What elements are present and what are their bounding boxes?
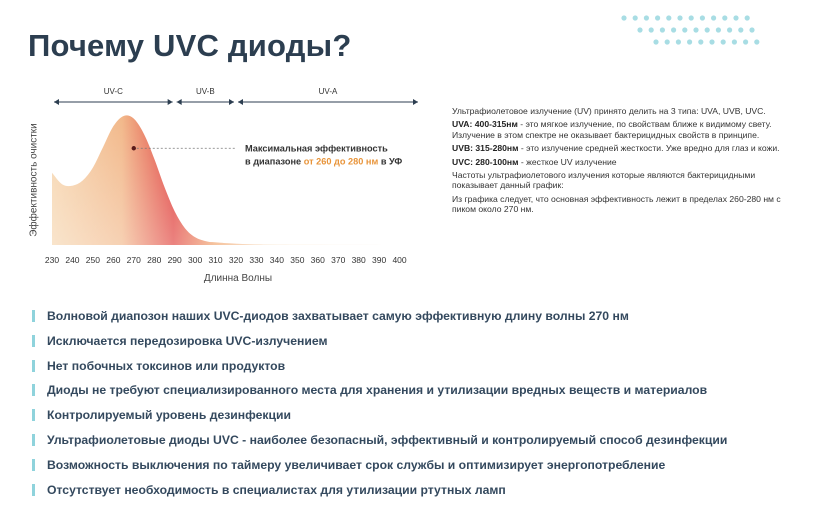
benefit-item: Волновой диапозон наших UVC-диодов захватывает самую эффективную длину волны 270 нм bbox=[32, 306, 727, 331]
dot bbox=[749, 27, 754, 32]
dot bbox=[743, 39, 748, 44]
x-tick-label: 260 bbox=[106, 255, 121, 265]
uva-paragraph bbox=[452, 119, 802, 140]
intro-text: Ультрафиолетовое излучение (UV) принято делить на 3 типа: UVA, UVB, UVC. bbox=[452, 106, 766, 116]
dot bbox=[671, 27, 676, 32]
uvb-paragraph bbox=[452, 143, 802, 153]
bullet-bar bbox=[32, 484, 35, 496]
x-tick-label: 270 bbox=[126, 255, 141, 265]
dot bbox=[727, 27, 732, 32]
uvc-paragraph bbox=[452, 157, 802, 167]
wavelength-chart bbox=[30, 80, 430, 292]
band-uv-a bbox=[238, 87, 418, 105]
uva-text: - это мягкое излучение, по свойствам ближе к видимому свету. Излучение в этом спектре не оказывает бактерицидных свойств в принципе. bbox=[452, 119, 772, 140]
x-tick-label: 300 bbox=[188, 255, 203, 265]
x-tick-label: 360 bbox=[310, 255, 325, 265]
bullet-bar bbox=[32, 384, 35, 396]
dot bbox=[745, 15, 750, 20]
dot bbox=[705, 27, 710, 32]
dot bbox=[682, 27, 687, 32]
dot bbox=[693, 27, 698, 32]
benefit-item: Контролируемый уровень дезинфекции bbox=[32, 405, 727, 430]
x-tick-label: 380 bbox=[351, 255, 366, 265]
dot bbox=[689, 15, 694, 20]
dot bbox=[716, 27, 721, 32]
dot bbox=[666, 15, 671, 20]
uva-label: UVA: 400-315нм bbox=[452, 119, 518, 130]
bullet-bar bbox=[32, 409, 35, 421]
band-label: UV-B bbox=[195, 87, 215, 96]
bullet-bar bbox=[32, 335, 35, 347]
band-label: UV-A bbox=[318, 87, 338, 96]
dot bbox=[754, 39, 759, 44]
y-axis-label-wrap bbox=[26, 120, 42, 240]
bullet-bar bbox=[32, 434, 35, 446]
annotation-line2: в диапазоне от 260 до 280 нм в УФ bbox=[245, 156, 403, 167]
dot bbox=[733, 15, 738, 20]
x-tick-label: 280 bbox=[147, 255, 162, 265]
uvc-text: - жесткое UV излучение bbox=[518, 156, 617, 167]
dot bbox=[676, 39, 681, 44]
dot bbox=[644, 15, 649, 20]
x-tick-label: 240 bbox=[65, 255, 80, 265]
x-tick-label: 310 bbox=[208, 255, 223, 265]
dot bbox=[637, 27, 642, 32]
dot bbox=[687, 39, 692, 44]
dot bbox=[665, 39, 670, 44]
x-axis-label: Длинна Волны bbox=[203, 273, 273, 284]
benefit-item: Исключается передозировка UVC-излучением bbox=[32, 331, 727, 356]
dot bbox=[700, 15, 705, 20]
benefits-list bbox=[32, 306, 727, 504]
dot bbox=[698, 39, 703, 44]
bullet-bar bbox=[32, 310, 35, 322]
dot bbox=[709, 39, 714, 44]
bullet-bar bbox=[32, 360, 35, 372]
benefit-item: Диоды не требуют специализированного места для хранения и утилизации вредных веществ и материалов bbox=[32, 380, 727, 405]
uvb-text: - это излучение средней жесткости. Уже вредно для глаз и кожи. bbox=[518, 143, 780, 154]
band-label: UV-C bbox=[103, 87, 123, 96]
band-uv-b bbox=[177, 87, 234, 105]
benefit-item: Ультрафиолетовые диоды UVC - наиболее безопасный, эффективный и контролируемый способ дезинфекции bbox=[32, 430, 727, 455]
x-tick-label: 330 bbox=[249, 255, 264, 265]
dot bbox=[711, 15, 716, 20]
dot bbox=[633, 15, 638, 20]
peak-marker bbox=[132, 146, 136, 150]
y-axis-label: Эффективность очистки bbox=[28, 123, 40, 237]
dot bbox=[677, 15, 682, 20]
dot bbox=[649, 27, 654, 32]
conclusion-text: Из графика следует, что основная эффективность лежит в пределах 260-280 нм с пиком около 270 нм. bbox=[452, 193, 781, 215]
dot bbox=[621, 15, 626, 20]
bullet-bar bbox=[32, 459, 35, 471]
decorative-dots bbox=[600, 14, 790, 54]
x-tick-label: 350 bbox=[290, 255, 305, 265]
x-tick-label: 400 bbox=[392, 255, 407, 265]
dot bbox=[655, 15, 660, 20]
description-panel bbox=[452, 106, 802, 218]
x-tick-label: 320 bbox=[228, 255, 244, 265]
page-title: Почему UVC диоды? bbox=[28, 28, 352, 63]
dot bbox=[722, 15, 727, 20]
band-uv-c bbox=[54, 87, 173, 105]
benefit-item: Возможность выключения по таймеру увеличивает срок службы и оптимизирует энергопотребление bbox=[32, 455, 727, 480]
dot bbox=[732, 39, 737, 44]
x-tick-label: 290 bbox=[167, 255, 182, 265]
x-tick-label: 230 bbox=[44, 255, 60, 265]
x-tick-label: 250 bbox=[85, 255, 100, 265]
bactericidal-text: Частоты ультрафиолетового излучения которые являются бактерицидными показывает данный график: bbox=[452, 170, 756, 191]
x-tick-label: 370 bbox=[331, 255, 346, 265]
benefit-item: Отсутствует необходимость в специалистах для утилизации ртутных ламп bbox=[32, 480, 727, 505]
dot bbox=[721, 39, 726, 44]
benefit-item: Нет побочных токсинов или продуктов bbox=[32, 356, 727, 381]
dot bbox=[653, 39, 658, 44]
uvb-label: UVB: 315-280нм bbox=[452, 143, 519, 154]
annotation-line1: Максимальная эффективность bbox=[245, 143, 388, 154]
x-tick-label: 340 bbox=[269, 255, 284, 265]
dot bbox=[738, 27, 743, 32]
x-tick-label: 390 bbox=[372, 255, 387, 265]
dot bbox=[660, 27, 665, 32]
uvc-label: UVC: 280-100нм bbox=[452, 156, 519, 167]
